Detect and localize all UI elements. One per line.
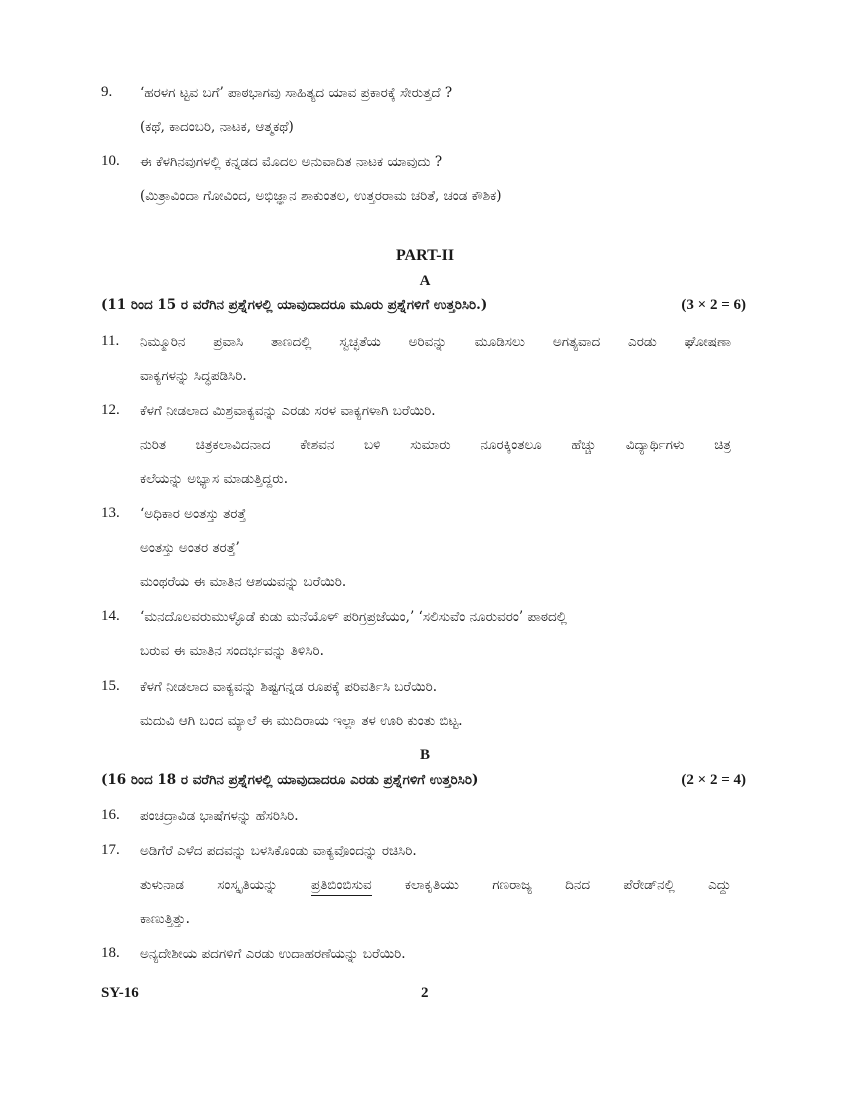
question-text: ಪಂಚದ್ರಾವಿಡ ಭಾಷೆಗಳನ್ನು ಹೆಸರಿಸಿರಿ. (140, 808, 299, 824)
question-text: ಕೆಳಗೆ ನೀಡಲಾದ ವಾಕ್ಯವನ್ನು ಶಿಷ್ಟಗನ್ನಡ ರೂಪಕ್ಕೆ ಪರಿವರ್ತಿಸಿ ಬರೆಯಿರಿ. (140, 679, 438, 695)
part-title: PART-II (395, 247, 455, 264)
question-number: 9. (101, 84, 113, 100)
question-sentence-cont: ಕಲೆಯನ್ನು ಅಭ್ಯಾಸ ಮಾಡುತ್ತಿದ್ದರು. (140, 471, 288, 487)
question-number: 17. (101, 842, 120, 858)
question-number: 14. (101, 608, 120, 624)
question-number: 16. (101, 807, 120, 823)
question-text-cont: ವಾಕ್ಯಗಳನ್ನು ಸಿದ್ಧಪಡಿಸಿರಿ. (140, 368, 247, 384)
underlined-word: ಪ್ರತಿಬಿಂಬಿಸುವ (311, 877, 372, 896)
question-number: 11. (101, 333, 120, 349)
sentence-start: ತುಳುನಾಡ ಸಂಸ್ಕೃತಿಯನ್ನು (140, 877, 311, 893)
question-text: ಮಂಥರೆಯ ಈ ಮಾತಿನ ಆಶಯವನ್ನು ಬರೆಯಿರಿ. (140, 574, 347, 590)
question-text-cont: ಬರುವ ಈ ಮಾತಿನ ಸಂದರ್ಭವನ್ನು ತಿಳಿಸಿರಿ. (140, 643, 324, 659)
question-sentence (140, 877, 731, 893)
question-text: ಅನ್ಯದೇಶೀಯ ಪದಗಳಿಗೆ ಎರಡು ಉದಾಹರಣೆಯನ್ನು ಬರೆಯಿರಿ. (140, 946, 406, 962)
question-number: 18. (101, 945, 120, 961)
quote-line-1: ‘ಅಧಿಕಾರ ಅಂತಸ್ತು ತರತ್ತೆ (140, 506, 247, 522)
question-text: ‘ಮನದೊಲವರುಮುಳ್ಳೊಡೆ ಕುಡು ಮನೆಯೊಳ್ ಪರಿಗ್ರಪ್ರಜೆಯಂ,’ ‘ಸಲಿಸುವೆಂ ನೂರುವರಂ’ ಪಾಠದಲ್ಲಿ (140, 609, 567, 625)
question-number: 12. (101, 402, 120, 418)
section-b-marks: (2 × 2 = 4) (681, 772, 746, 788)
paper-code: SY-16 (101, 985, 139, 1001)
section-b-instruction (101, 772, 746, 788)
question-sentence-cont: ಕಾಣುತ್ತಿತ್ತು. (140, 911, 190, 927)
question-number: 15. (101, 678, 120, 694)
page-number: 2 (421, 985, 429, 1001)
question-sentence: ಮದುವಿ ಆಗಿ ಬಂದ ಮ್ಯಾಲೆ ಈ ಮುದಿರಾಯ ಇಲ್ಲಾ ತಳ ಊರಿ ಕುಂತು ಬಿಟ್ಟ. (140, 713, 463, 729)
section-a-marks: (3 × 2 = 6) (681, 297, 746, 313)
question-options: (ಮಿತ್ರಾವಿಂದಾ ಗೋವಿಂದ, ಅಭಿಜ್ಞಾನ ಶಾಕುಂತಲ, ಉತ್ತರರಾಮ ಚರಿತೆ, ಚಂಡ ಕೌಶಿಕ) (140, 188, 502, 204)
instruction-text: (16 ರಿಂದ 18 ರ ವರೆಗಿನ ಪ್ರಶ್ನೆಗಳಲ್ಲಿ ಯಾವುದಾದರೂ ಎರಡು ಪ್ರಶ್ನೆಗಳಿಗೆ ಉತ್ತರಿಸಿರಿ) (101, 772, 479, 788)
instruction-text: (11 ರಿಂದ 15 ರ ವರೆಗಿನ ಪ್ರಶ್ನೆಗಳಲ್ಲಿ ಯಾವುದಾದರೂ ಮೂರು ಪ್ರಶ್ನೆಗಳಿಗೆ ಉತ್ತರಿಸಿರಿ.) (101, 297, 488, 313)
question-options: (ಕಥೆ, ಕಾದಂಬರಿ, ನಾಟಕ, ಆತ್ಮಕಥೆ) (140, 119, 294, 135)
section-a-instruction (101, 297, 746, 313)
section-b-heading: B (419, 747, 430, 763)
question-text: ಈ ಕೆಳಗಿನವುಗಳಲ್ಲಿ ಕನ್ನಡದ ಮೊದಲ ಅನುವಾದಿತ ನಾಟಕ ಯಾವುದು ? (140, 154, 443, 170)
question-number: 10. (101, 153, 120, 169)
question-number: 13. (101, 505, 120, 521)
question-text: ನಿಮ್ಮೂರಿನ ಪ್ರವಾಸಿ ತಾಣದಲ್ಲಿ ಸ್ವಚ್ಛತೆಯ ಅರಿವನ್ನು ಮೂಡಿಸಲು ಅಗತ್ಯವಾದ ಎರಡು ಘೋಷಣಾ (140, 334, 731, 350)
question-text: ಅಡಿಗೆರೆ ಎಳೆದ ಪದವನ್ನು ಬಳಸಿಕೊಂಡು ವಾಕ್ಯವೊಂದನ್ನು ರಚಿಸಿರಿ. (140, 843, 417, 859)
question-sentence: ನುರಿತ ಚಿತ್ರಕಲಾವಿದನಾದ ಕೇಶವನ ಬಳಿ ಸುಮಾರು ನೂರಕ್ಕಿಂತಲೂ ಹೆಚ್ಚು ವಿದ್ಯಾರ್ಥಿಗಳು ಚಿತ್ರ (140, 437, 731, 453)
section-a-heading: A (419, 273, 431, 289)
sentence-rest: ಕಲಾಕೃತಿಯು ಗಣರಾಜ್ಯ ದಿನದ ಪೆರೇಡ್‌ನಲ್ಲಿ ಎದ್ದು (371, 877, 731, 893)
quote-line-2: ಅಂತಸ್ತು ಅಂತರ ತರತ್ತೆ’ (140, 540, 240, 556)
question-text: ‘ಹರಳಗ ಟ್ಟವ ಬಗೆ’ ಪಾಠಭಾಗವು ಸಾಹಿತ್ಯದ ಯಾವ ಪ್ರಕಾರಕ್ಕೆ ಸೇರುತ್ತದೆ ? (140, 85, 453, 101)
question-text: ಕೆಳಗೆ ನೀಡಲಾದ ಮಿಶ್ರವಾಕ್ಯವನ್ನು ಎರಡು ಸರಳ ವಾಕ್ಯಗಳಾಗಿ ಬರೆಯಿರಿ. (140, 403, 436, 419)
